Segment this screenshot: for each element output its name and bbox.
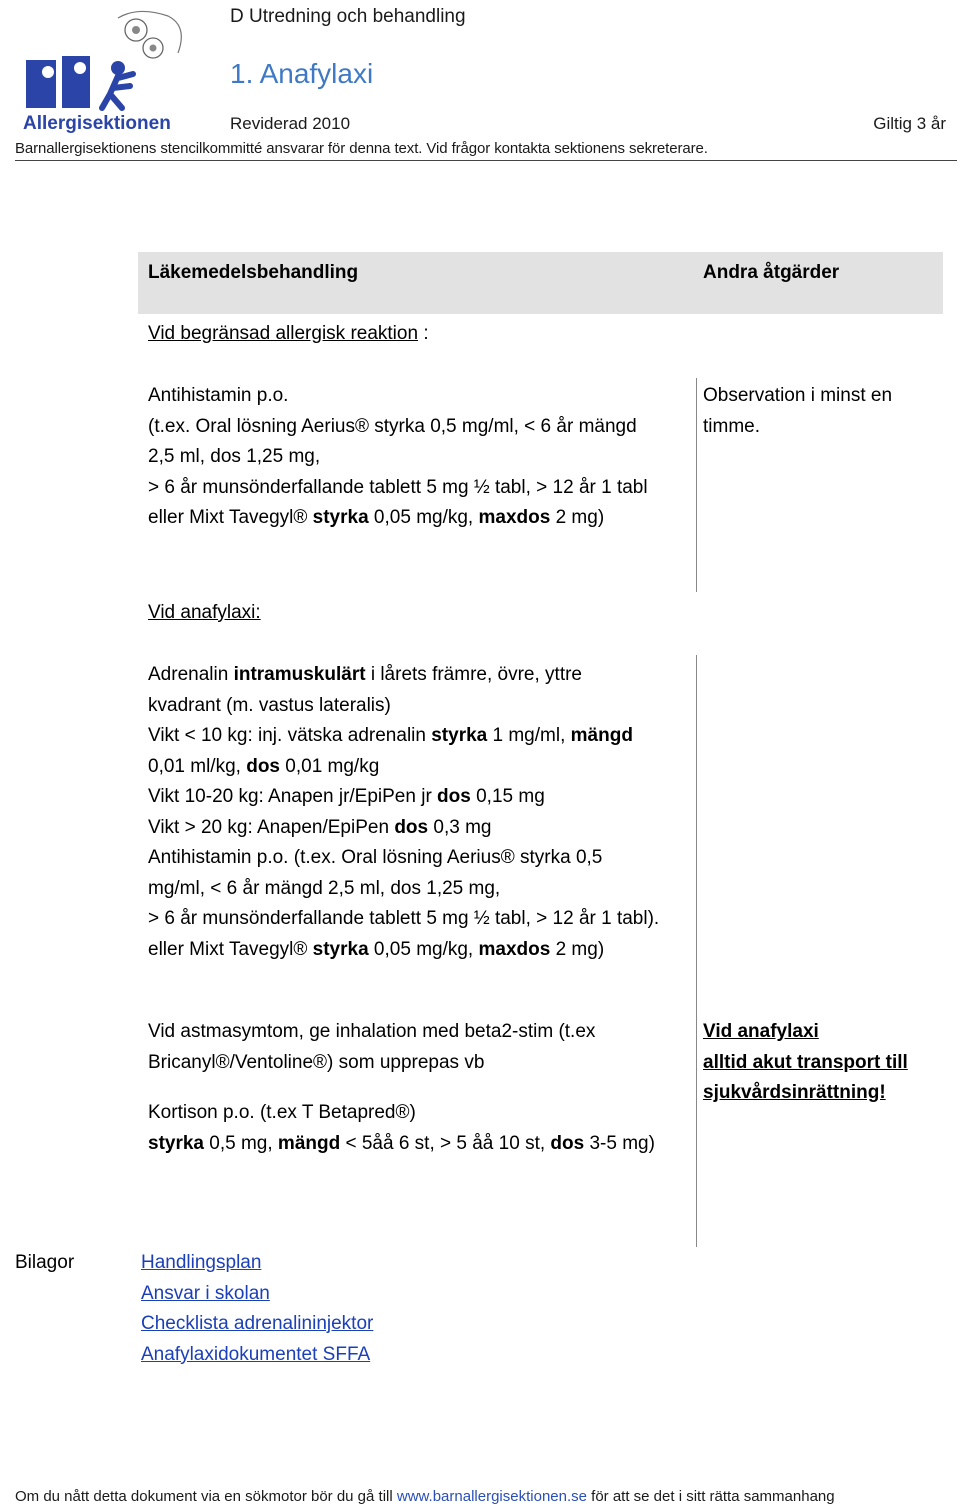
limited-reaction-heading-text: Vid begränsad allergisk reaktion [148,323,419,344]
bold-run: styrka [312,507,369,528]
text-line: Antihistamin p.o. [148,385,289,406]
bold-run: maxdos [478,938,551,960]
transport-note [703,1017,908,1109]
text-run: 0,15 mg [470,786,545,807]
text-line: > 6 år munsönderfallande tablett 5 mg ½ tabl, > 12 år 1 tabl [148,476,648,498]
bold-run: dos [437,786,471,807]
limited-reaction-heading [148,319,429,350]
header-divider [15,160,957,161]
column-divider [696,378,697,592]
text-line [703,1017,908,1048]
text-line: Bricanyl®/Ventoline®) som upprepas vb [148,1051,485,1073]
text-run: 0,3 mg [428,816,492,838]
link-handlingsplan[interactable]: Handlingsplan [141,1252,262,1273]
text-line [148,660,659,691]
bold-run: dos [394,816,429,838]
running-child-body [102,74,133,108]
text-line [703,1048,908,1079]
column-heading-other-measures: Andra åtgärder [703,262,840,283]
text-line [703,1078,908,1109]
text-run: Vikt < 10 kg: inj. vätska adrenalin [148,725,432,746]
text-run: eller Mixt Tavegyl® [148,938,313,960]
text-line [148,1129,655,1160]
allergisektionen-logo [18,8,200,138]
anaphylaxis-heading-text: Vid anafylaxi: [148,602,261,623]
anaphylaxis-heading [148,598,261,629]
bold-run: intramuskulärt [233,664,366,685]
anaphylaxis-block [148,660,659,965]
underlined-run: Vid anafylaxi [703,1021,819,1042]
flower-center [132,26,140,34]
bold-run: styrka [431,725,488,746]
bold-run: styrka [312,938,369,960]
text-run: 1 mg/ml, [487,725,571,746]
footer-site-link[interactable]: www.barnallergisektionen.se [396,1488,587,1505]
text-line [148,782,659,813]
observation-note [703,381,892,442]
logo-graphic [18,8,200,138]
text-line [148,935,659,966]
text-line: (t.ex. Oral lösning Aerius® styrka 0,5 mg/ml, < 6 år mängd [148,415,637,437]
child-head-icon [74,62,86,74]
text-line: timme. [703,415,760,437]
running-child-icon [111,61,125,75]
limited-reaction-block [148,381,648,534]
asthma-block [148,1017,655,1159]
text-run: 3-5 mg) [584,1132,655,1154]
text-run: < 5åå 6 st, > 5 åå 10 st, [340,1132,551,1154]
revision-date: Reviderad 2010 [230,114,351,133]
bold-run: dos [550,1132,585,1154]
text-line [148,752,659,783]
bold-run: dos [246,755,280,777]
link-anafylaxidokumentet-sffa[interactable]: Anafylaxidokumentet SFFA [141,1343,371,1365]
attachments-links [141,1248,373,1370]
text-run: 0,05 mg/kg, [368,938,479,960]
text-line [148,813,659,844]
text-line: Vid astmasymtom, ge inhalation med beta2-stim (t.ex [148,1021,596,1042]
text-line [148,503,648,534]
text-run: för att se det i sitt rätta sammanhang [586,1488,835,1505]
text-run: Om du nått detta dokument via en sökmotor bör du gå till [15,1488,397,1505]
flower-center [150,45,157,52]
child-head-icon [42,66,54,78]
text-run: Vikt > 20 kg: Anapen/EpiPen [148,816,395,838]
text-line: > 6 år munsönderfallande tablett 5 mg ½ tabl, > 12 år 1 tabl). [148,908,660,929]
attachments-label: Bilagor [15,1252,75,1273]
bold-run: styrka [148,1132,204,1154]
text-line: kvadrant (m. vastus lateralis) [148,694,391,716]
text-run: 0,01 mg/kg [280,755,380,777]
underlined-run: sjukvårdsinrättning! [703,1082,886,1103]
text-run: 0,5 mg, [204,1132,278,1154]
text-line: mg/ml, < 6 år mängd 2,5 ml, dos 1,25 mg, [148,877,501,899]
text-line: Kortison p.o. (t.ex T Betapred®) [148,1102,416,1123]
link-checklista-adrenalininjektor[interactable]: Checklista adrenalininjektor [141,1313,374,1334]
underlined-run: alltid akut transport till [703,1051,908,1073]
bold-run: maxdos [478,507,551,528]
text-line [148,721,659,752]
text-run: 2 mg) [550,938,605,960]
bold-run: mängd [570,725,633,746]
text-line: Antihistamin p.o. (t.ex. Oral lösning Aerius® styrka 0,5 [148,847,603,868]
text-line: Observation i minst en [703,385,893,406]
column-heading-medication: Läkemedelsbehandling [148,262,359,283]
validity: Giltig 3 år [873,114,946,133]
logo-text: Allergisektionen [23,113,171,134]
text-run: 0,05 mg/kg, [368,507,479,528]
section-title: D Utredning och behandling [230,6,466,27]
text-run: eller Mixt Tavegyl® [148,507,313,528]
column-divider [696,655,697,1247]
footer-note [15,1488,835,1505]
text-line: 2,5 ml, dos 1,25 mg, [148,446,321,467]
text-run: i lårets främre, övre, yttre [365,664,582,685]
heading-colon: : [418,323,429,344]
spacer [148,1078,655,1098]
link-ansvar-i-skolan[interactable]: Ansvar i skolan [141,1282,270,1304]
bold-run: mängd [277,1132,341,1154]
text-run: Adrenalin [148,664,234,685]
text-run: 2 mg) [550,507,605,528]
text-run: Vikt 10-20 kg: Anapen jr/EpiPen jr [148,786,438,807]
responsibility-note: Barnallergisektionens stencilkommitté ansvarar för denna text. Vid frågor kontakta sektionens sekreterare. [15,140,708,157]
face-outline [118,11,181,53]
text-run: 0,01 ml/kg, [148,755,247,777]
page-title: 1. Anafylaxi [230,58,374,89]
